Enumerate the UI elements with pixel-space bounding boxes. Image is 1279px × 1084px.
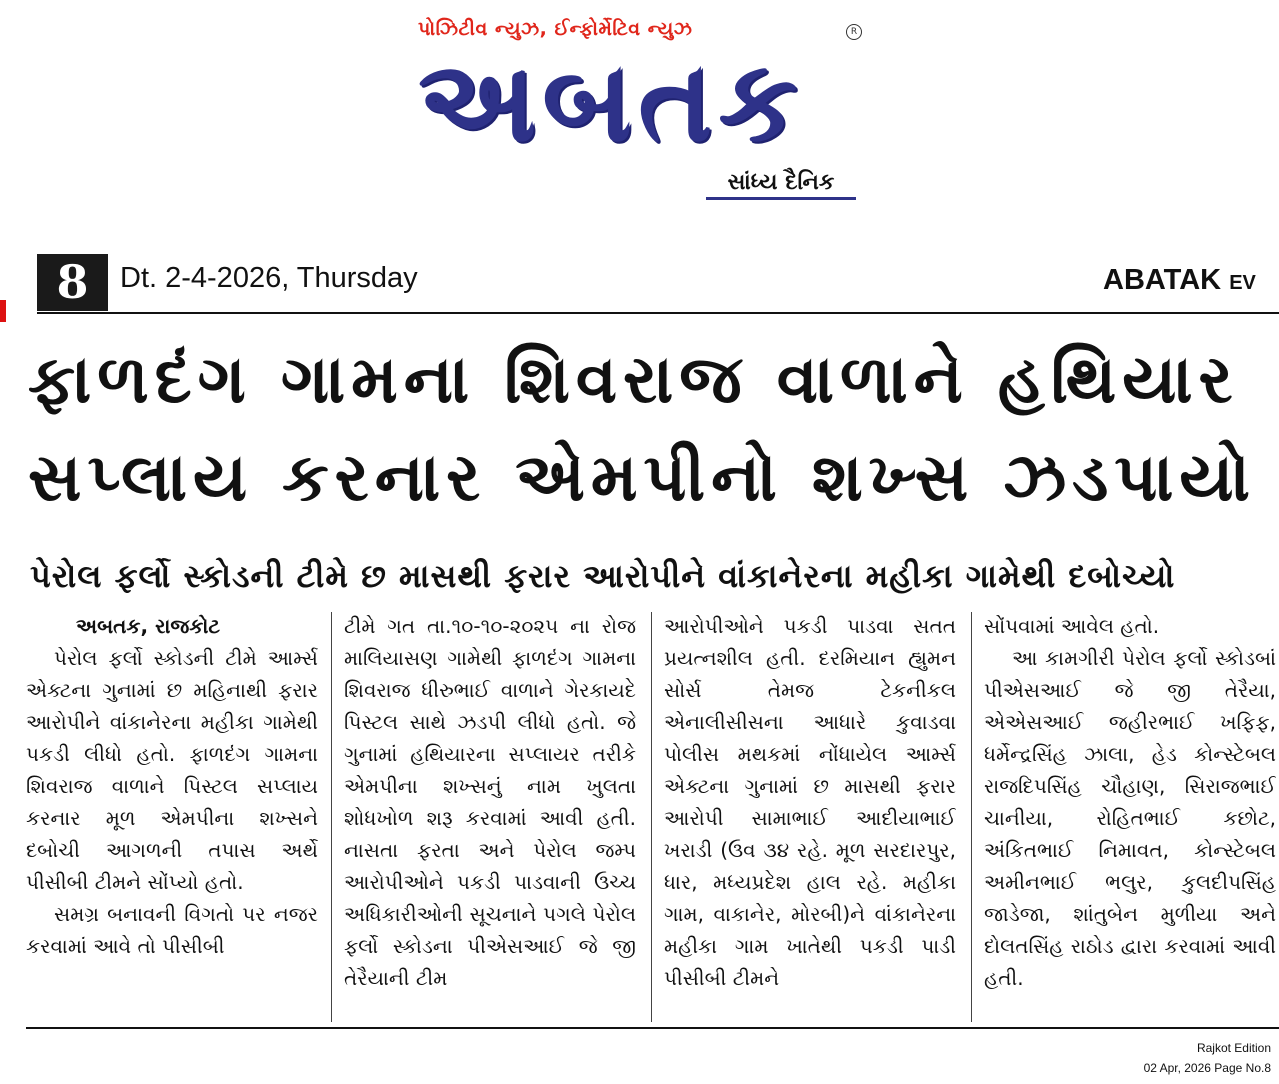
footer-rule — [26, 1027, 1279, 1029]
edition-info — [1144, 1038, 1271, 1078]
brand-name-text: ABATAK — [1103, 264, 1222, 296]
paragraph: પેરોલ ફર્લો સ્કોડની ટીમે આર્મ્સ એક્ટના ગુનામાં છ મહિનાથી ફરાર આરોપીને વાંકાનેરના મહીકા ગામેથી પકડી લીધો હતો. ફાળદંગ ગામના શિવરાજ વાળાને પિસ્ટલ સપ્લાય કરનાર મૂળ એમપીના શખ્સને દબોચી આગળની તપાસ અર્થે પીસીબી ટીમને સોંપ્યો હતો. — [26, 646, 318, 894]
article-column-1 — [26, 610, 318, 1025]
paragraph: આ કામગીરી પેરોલ ફર્લો સ્કોડબાં પીએસઆઈ જે જી તેરૈયા, એએસઆઈ જહીરભાઈ ખફિફ, ધર્મેન્દ્રસિંહ ઝાલા, હેડ કોન્સ્ટેબલ રાજદિપસિંહ ચૌહાણ, સિરાજભાઈ ચાનીયા, રોહિતભાઈ કછોટ, અંકિતભાઈ નિમાવત, કોન્સ્ટેબલ અમીનભાઈ ભલુર, કુલદીપસિંહ જાડેજા, શાંતુબેન મુળીયા અને દોલતસિંહ રાઠોડ દ્વારા કરવામાં આવી હતી. — [984, 646, 1276, 990]
column-divider — [651, 612, 652, 1022]
masthead — [0, 0, 1279, 215]
headline-line-1: ફાળદંગ ગામના શિવરાજ વાળાને હથિયાર — [28, 341, 1239, 418]
subheadline: પેરોલ ફર્લો સ્કોડની ટીમે છ માસથી ફરાર આરોપીને વાંકાનેરના મહીકા ગામેથી દબોચ્યો — [30, 557, 1176, 595]
brand-name-tail: EV — [1229, 272, 1256, 294]
edition-date-page: 02 Apr, 2026 Page No.8 — [1143, 1061, 1271, 1075]
headline-line-2: સપ્લાય કરનાર એમપીનો શખ્સ ઝડપાયો — [28, 439, 1256, 516]
masthead-sub-tag: સાંધ્ય દૈનિક — [706, 170, 856, 200]
dateline: Dt. 2-4-2026, Thursday — [120, 262, 418, 294]
edition-name: Rajkot Edition — [1196, 1041, 1271, 1055]
paragraph: સમગ્ર બનાવની વિગતો પર નજર કરવામાં આવે તો પીસીબી — [26, 902, 318, 958]
masthead-tagline: પોઝિટીવ ન્યુઝ, ઈન્ફોર્મેટિવ ન્યુઝ — [418, 18, 693, 40]
paragraph: ટીમે ગત તા.૧૦-૧૦-૨૦૨૫ ના રોજ માલિયાસણ ગામેથી ફાળદંગ ગામના શિવરાજ ધીરુભાઈ વાળાને ગેરકાયદે પિસ્ટલ સાથે ઝડપી લીધો હતો. જે ગુનામાં હથિયારના સપ્લાયર તરીકે એમપીના શખ્સનું નામ ખુલતા શોધખોળ શરૂ કરવામાં આવી હતી. નાસતા ફરતા અને પેરોલ જમ્પ આરોપીઓને પકડી પાડવાની ઉચ્ચ અધિકારીઓની સૂચનાને પગલે પેરોલ ફર્લો સ્કોડના પીએસઆઈ જે જી તેરૈયાની ટીમ — [344, 614, 636, 990]
article-column-4 — [984, 610, 1276, 1025]
article-column-3 — [664, 610, 956, 1025]
newspaper-logo: અબતક — [418, 40, 804, 165]
paragraph: આરોપીઓને પકડી પાડવા સતત પ્રયત્નશીલ હતી. દરમિયાન હ્યુમન સોર્સ તેમજ ટેકનીકલ એનાલીસીસના આધારે કુવાડવા પોલીસ મથકમાં નોંધાયેલ આર્મ્સ એક્ટના ગુનામાં છ માસથી ફરાર આરોપી સામાભાઈ આદીયાભાઈ ખરાડી (ઉવ ૩૪ રહે. મૂળ સરદારપુર, ધાર, મધ્યપ્રદેશ હાલ રહે. મહીકા ગામ, વાકાનેર, મોરબી)ને વાંકાનેરના મહીકા ગામ ખાતેથી પકડી પાડી પીસીબી ટીમને — [664, 614, 956, 990]
column-divider — [331, 612, 332, 1022]
header-rule — [37, 312, 1279, 314]
paragraph: સોંપવામાં આવેલ હતો. — [984, 614, 1160, 638]
page-number: 8 — [37, 254, 108, 311]
column-divider — [971, 612, 972, 1022]
margin-marker — [0, 300, 6, 322]
byline: અબતક, રાજકોટ — [76, 614, 221, 638]
brand-name — [1103, 264, 1279, 297]
article-column-2 — [344, 610, 636, 1025]
registered-mark-icon: R — [846, 24, 862, 40]
